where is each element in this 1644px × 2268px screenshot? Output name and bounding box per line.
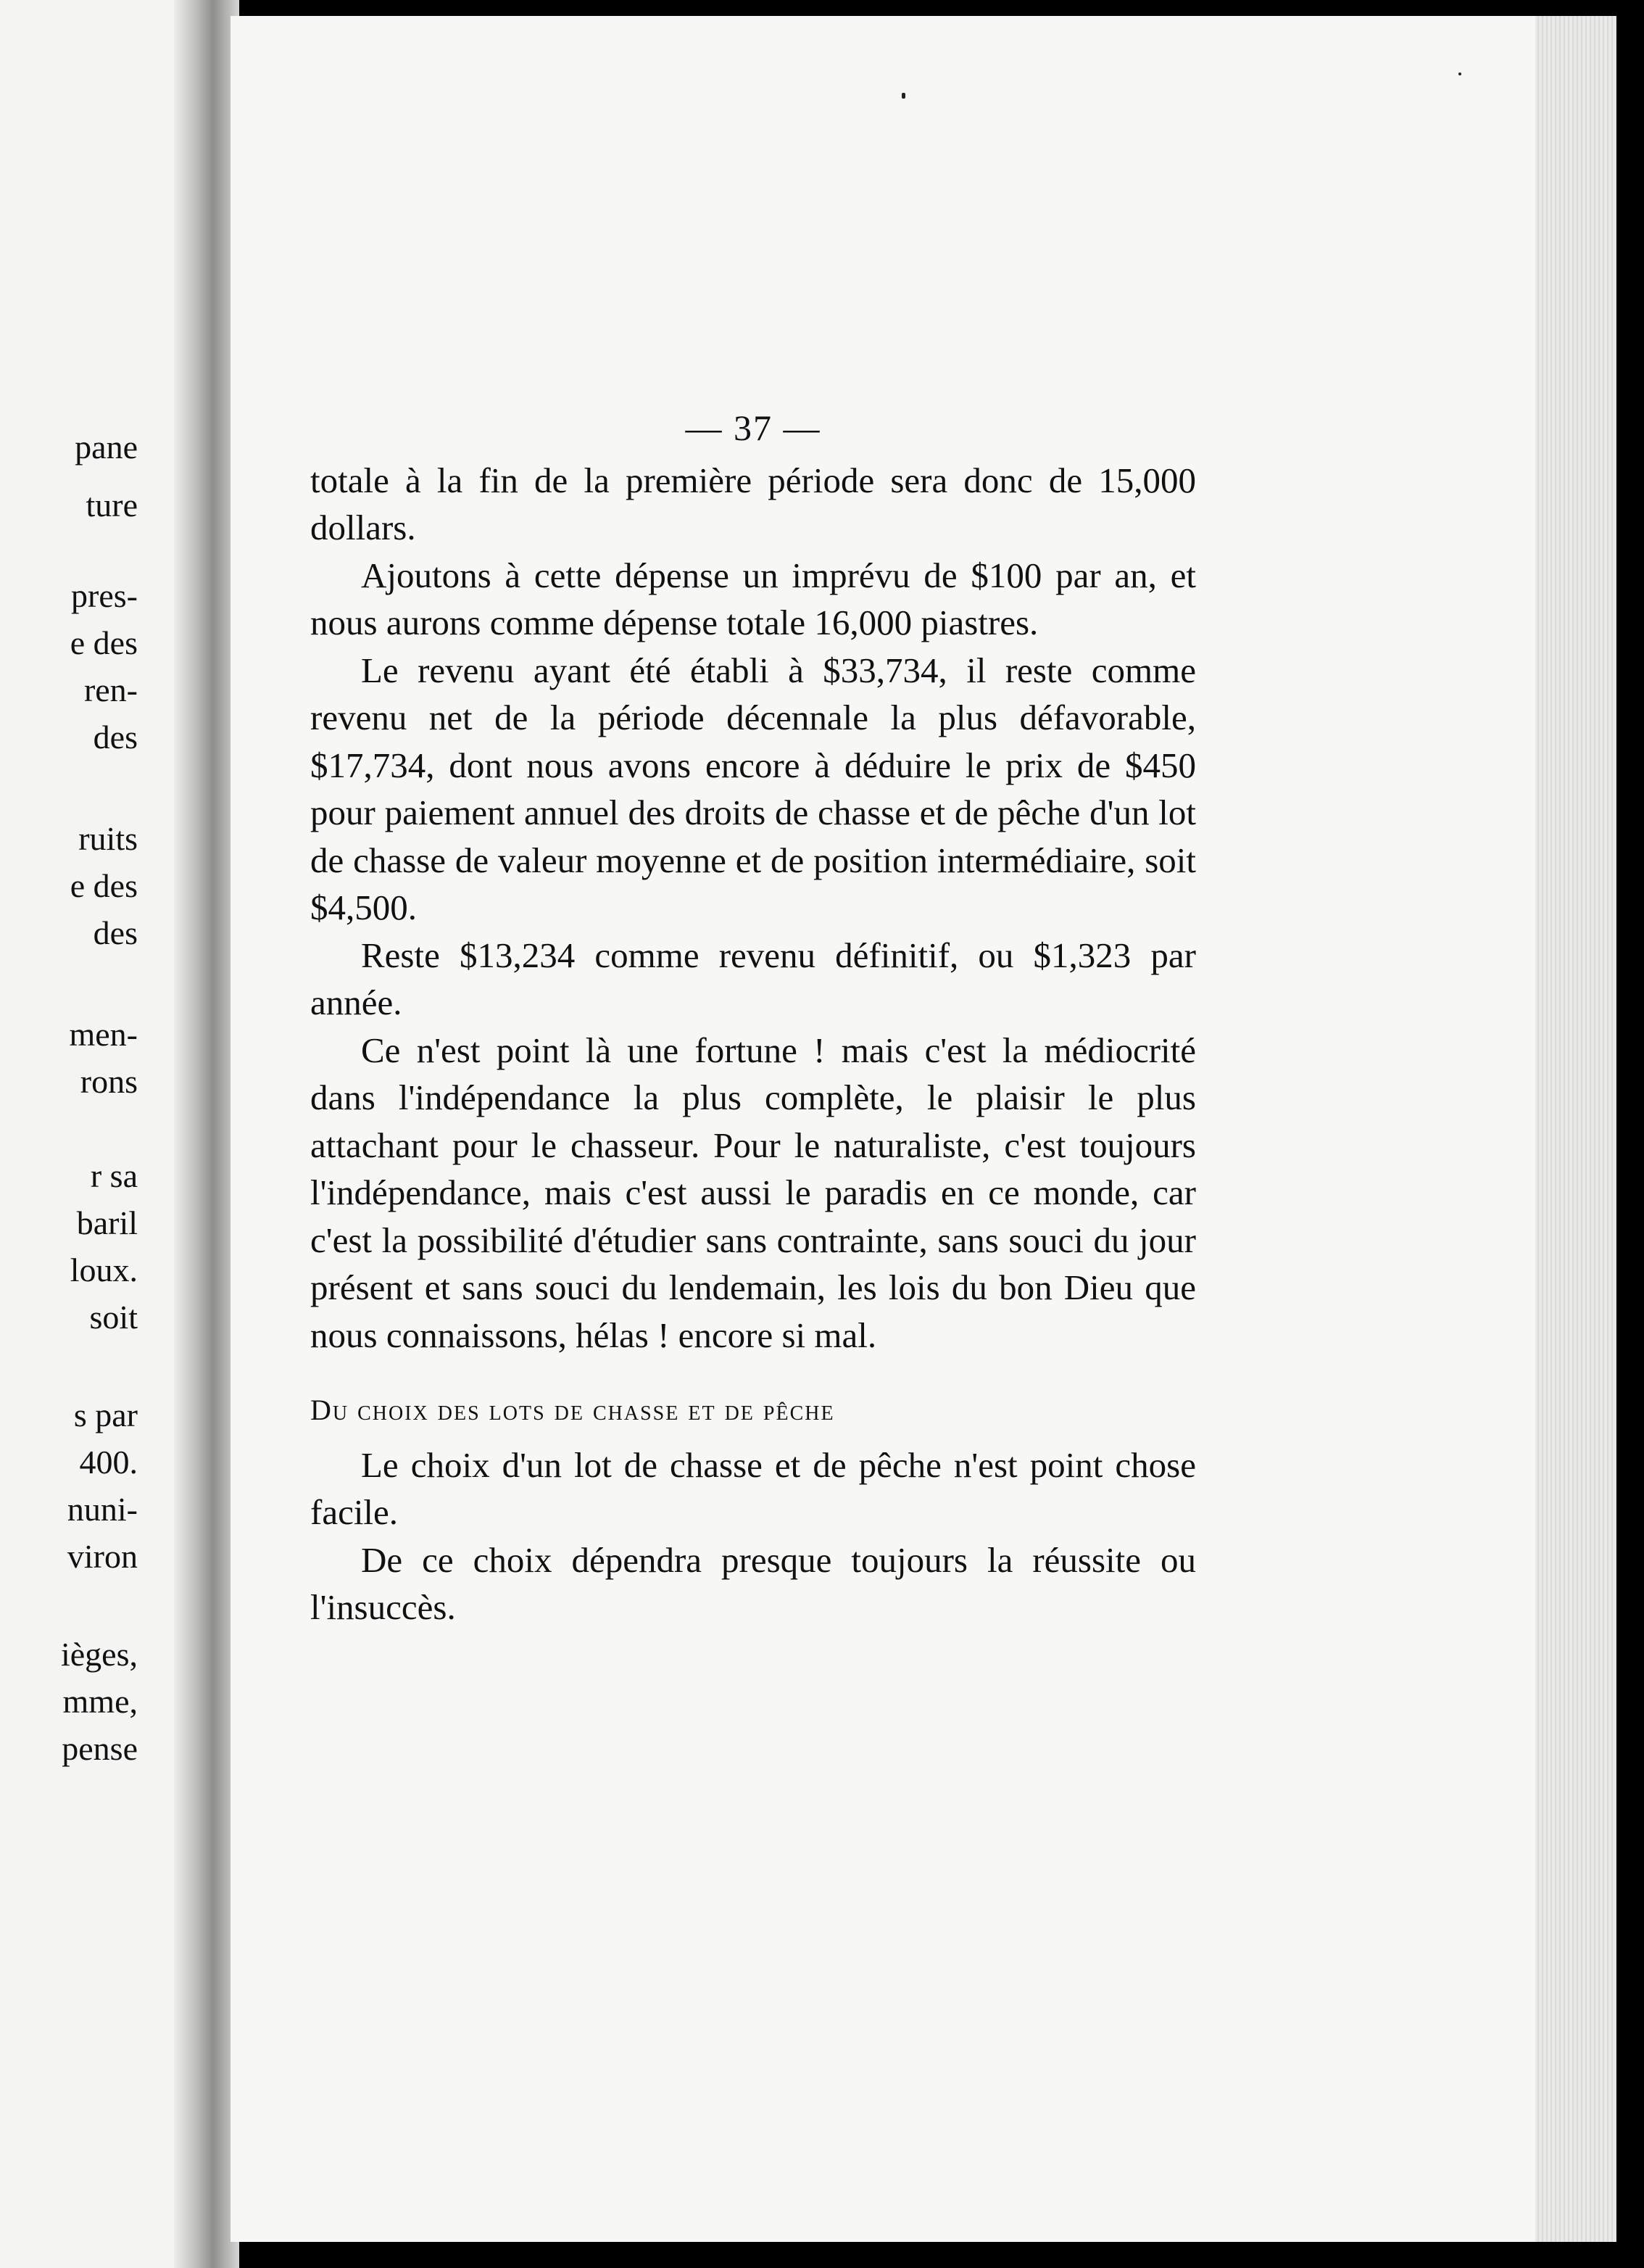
left-fragment: ièges, [60, 1636, 138, 1673]
left-fragment: ture [86, 487, 138, 523]
page-number: — 37 — [685, 407, 821, 448]
page-text [310, 405, 1196, 1631]
left-fragment: ren- [83, 671, 138, 708]
paragraph: totale à la fin de la première période sera donc de 15,000 dollars. [310, 460, 1196, 547]
left-fragment: des [93, 914, 138, 951]
page-edges [1535, 16, 1616, 2242]
left-fragment: men- [69, 1016, 138, 1053]
left-fragment: nuni- [67, 1491, 138, 1528]
paragraph: Le choix d'un lot de chasse et de pêche n'est point chose facile. [310, 1444, 1196, 1532]
left-fragment: pane [75, 429, 138, 465]
left-fragment: des [93, 719, 138, 756]
left-fragment: e des [70, 624, 138, 661]
left-fragment: mme, [62, 1683, 138, 1720]
left-fragment: pres- [71, 577, 138, 614]
left-fragment: soit [89, 1299, 138, 1336]
left-fragment: r sa [90, 1157, 138, 1194]
left-fragment: rons [80, 1063, 138, 1100]
left-fragment: loux. [70, 1251, 138, 1288]
top-border [0, 0, 1644, 15]
left-fragment: 400. [79, 1444, 138, 1481]
left-fragment: e des [70, 867, 138, 904]
left-fragment: pense [62, 1730, 138, 1767]
paragraph: Ajoutons à cette dépense un imprévu de $100 par an, et nous aurons comme dépense totale 16,000 piastres. [310, 555, 1196, 642]
book-gutter-shadow [174, 0, 239, 2268]
paragraph: Ce n'est point là une fortune ! mais c'est la médiocrité dans l'indépendance la plus complète, le plaisir le plus attachant pour le chasseur. Pour le naturaliste, c'est toujours l'indépendance, mais c'est aussi le paradis en ce monde, car c'est la possibilité d'étudier sans contrainte, sans souci du jour présent et sans souci du lendemain, les lois du bon Dieu que nous connaissons, hélas ! encore si mal. [310, 1030, 1196, 1355]
paragraph: De ce choix dépendra presque toujours la réussite ou l'insuccès. [310, 1539, 1196, 1627]
speck [902, 93, 905, 99]
section-heading: Du choix des lots de chasse et de pêche [310, 1394, 835, 1426]
left-fragment: viron [67, 1538, 138, 1575]
left-fragment: s par [73, 1396, 138, 1433]
left-fragment: baril [76, 1204, 138, 1241]
speck [1458, 73, 1461, 75]
paragraph: Le revenu ayant été établi à $33,734, il reste comme revenu net de la période décennale la plus défavorable, $17,734, dont nous avons encore à déduire le prix de $450 pour paiement annuel des droits de chasse et de pêche d'un lot de chasse de valeur moyenne et de position intermédiaire, soit $4,500. [310, 650, 1196, 927]
paragraph: Reste $13,234 comme revenu définitif, ou $1,323 par année. [310, 935, 1196, 1022]
left-fragment: ruits [78, 820, 138, 857]
